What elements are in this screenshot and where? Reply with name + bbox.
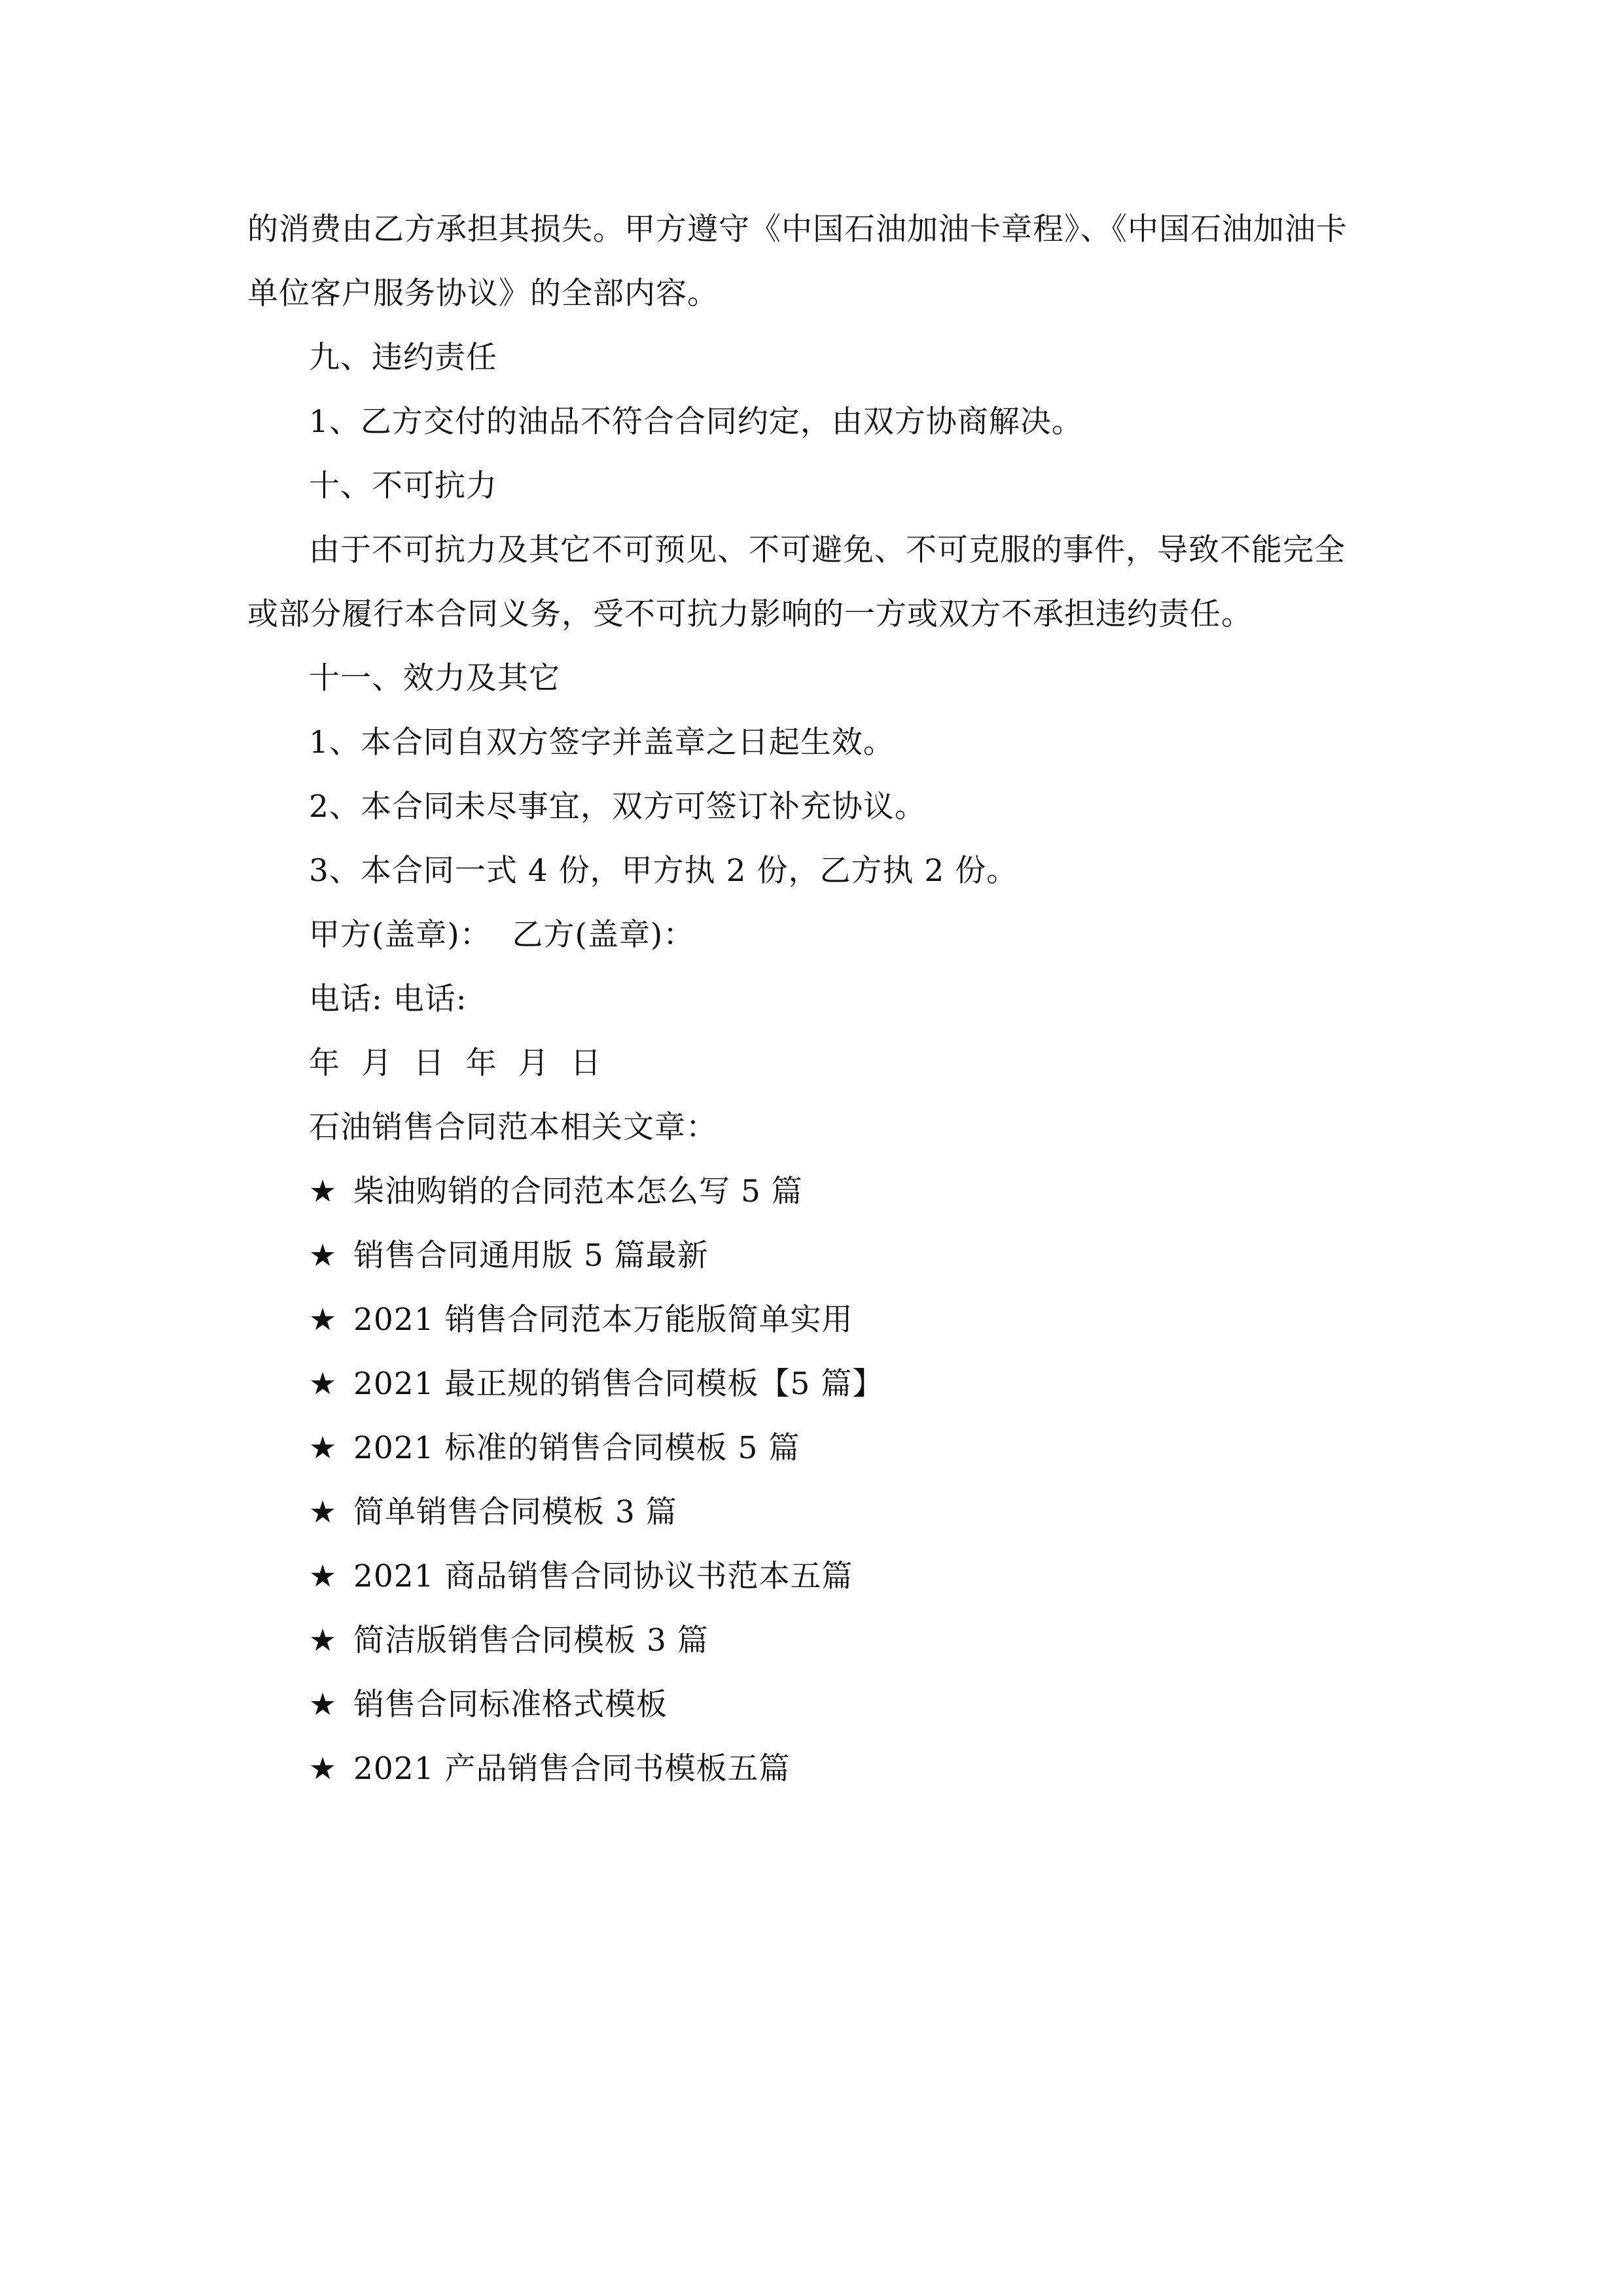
related-article-link[interactable] bbox=[247, 1737, 1386, 1801]
star-icon: ★ bbox=[309, 1558, 338, 1594]
paragraph-line: 的消费由乙方承担其损失。甲方遵守《中国石油加油卡章程》、《中国石油加油卡 bbox=[247, 211, 1347, 247]
star-icon: ★ bbox=[309, 1687, 338, 1723]
related-article-title: 2021 商品销售合同协议书范本五篇 bbox=[353, 1558, 853, 1594]
signature-line: 甲方(盖章)： 乙方(盖章)： bbox=[309, 917, 695, 953]
star-icon: ★ bbox=[309, 1751, 338, 1787]
star-icon: ★ bbox=[309, 1430, 338, 1466]
related-article-link[interactable] bbox=[247, 1416, 1386, 1480]
related-article-title: 2021 销售合同范本万能版简单实用 bbox=[353, 1302, 853, 1338]
related-article-title: 2021 标准的销售合同模板 5 篇 bbox=[353, 1430, 800, 1466]
star-icon: ★ bbox=[309, 1302, 338, 1338]
phone-line: 电话: 电话: bbox=[309, 981, 467, 1017]
paragraph-line: 单位客户服务协议》的全部内容。 bbox=[247, 276, 719, 312]
clause-text: 2、本合同未尽事宜，双方可签订补充协议。 bbox=[309, 789, 926, 825]
section-heading: 十、不可抗力 bbox=[309, 468, 497, 504]
date-line: 年 月 日 年 月 日 bbox=[309, 1045, 602, 1081]
clause-text: 1、乙方交付的油品不符合合同约定，由双方协商解决。 bbox=[309, 404, 1083, 440]
related-article-link[interactable] bbox=[247, 1673, 1386, 1737]
related-articles-list bbox=[247, 1160, 1386, 1801]
related-article-link[interactable] bbox=[247, 1224, 1386, 1288]
document-body bbox=[247, 198, 1386, 1801]
star-icon: ★ bbox=[309, 1623, 338, 1659]
related-article-link[interactable] bbox=[247, 1352, 1386, 1416]
related-article-title: 2021 产品销售合同书模板五篇 bbox=[353, 1751, 791, 1787]
section-heading: 十一、效力及其它 bbox=[309, 660, 560, 696]
related-articles-heading: 石油销售合同范本相关文章： bbox=[309, 1109, 717, 1145]
related-article-link[interactable] bbox=[247, 1480, 1386, 1545]
related-article-link[interactable] bbox=[247, 1545, 1386, 1609]
related-article-title: 简洁版销售合同模板 3 篇 bbox=[353, 1623, 709, 1659]
star-icon: ★ bbox=[309, 1238, 338, 1274]
paragraph-line: 或部分履行本合同义务，受不可抗力影响的一方或双方不承担违约责任。 bbox=[247, 596, 1253, 632]
related-article-title: 简单销售合同模板 3 篇 bbox=[353, 1494, 677, 1530]
clause-text: 3、本合同一式 4 份，甲方执 2 份，乙方执 2 份。 bbox=[309, 853, 1018, 889]
clause-text: 1、本合同自双方签字并盖章之日起生效。 bbox=[309, 725, 895, 761]
star-icon: ★ bbox=[309, 1366, 338, 1402]
related-article-title: 柴油购销的合同范本怎么写 5 篇 bbox=[353, 1174, 803, 1210]
related-article-title: 销售合同通用版 5 篇最新 bbox=[353, 1238, 709, 1274]
related-article-title: 销售合同标准格式模板 bbox=[353, 1687, 668, 1723]
star-icon: ★ bbox=[309, 1494, 338, 1530]
related-article-title: 2021 最正规的销售合同模板【5 篇】 bbox=[353, 1366, 884, 1402]
related-article-link[interactable] bbox=[247, 1160, 1386, 1224]
related-article-link[interactable] bbox=[247, 1288, 1386, 1352]
section-heading: 九、违约责任 bbox=[309, 340, 497, 376]
paragraph-line: 由于不可抗力及其它不可预见、不可避免、不可克服的事件，导致不能完全 bbox=[309, 532, 1346, 568]
related-article-link[interactable] bbox=[247, 1609, 1386, 1673]
star-icon: ★ bbox=[309, 1174, 338, 1210]
